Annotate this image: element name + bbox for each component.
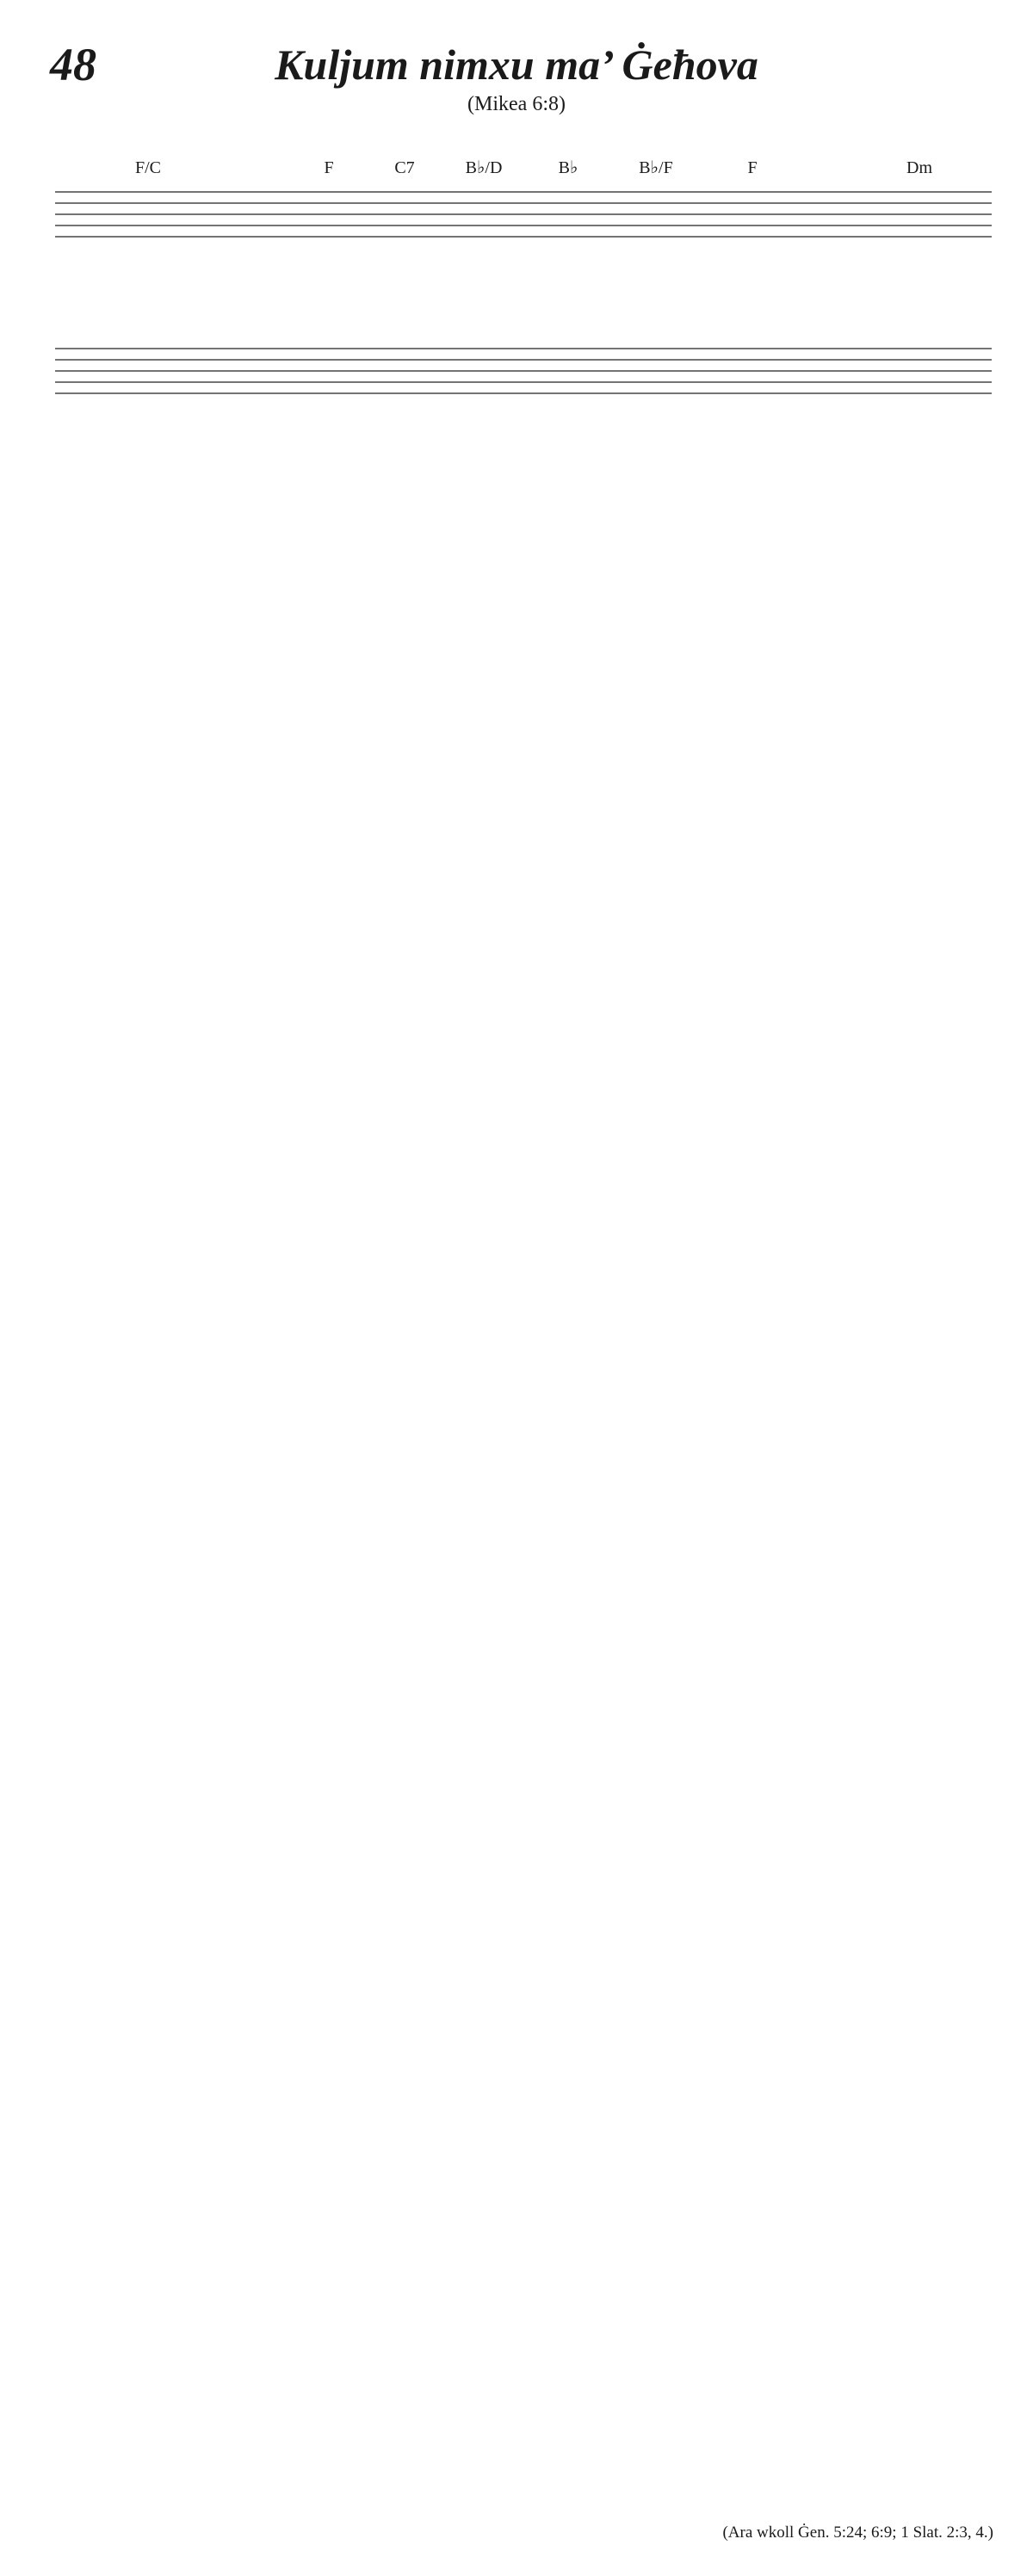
- chord-symbol: F/C: [134, 158, 162, 177]
- scripture-reference: (Mikea 6:8): [467, 93, 566, 115]
- chord-symbol: B♭/D: [465, 158, 503, 177]
- chord-symbol: B♭: [558, 158, 578, 177]
- bass-staff: [55, 349, 992, 393]
- chord-symbol: Dm: [906, 158, 932, 177]
- chord-symbol: F: [324, 158, 334, 177]
- footer-note: (Ara wkoll Ġen. 5:24; 6:9; 1 Slat. 2:3, 4.): [722, 2523, 993, 2542]
- chord-symbol: C7: [394, 158, 415, 177]
- system-1: [55, 158, 992, 393]
- chord-symbol: F: [747, 158, 758, 177]
- hymn-title: Kuljum nimxu ma’ Ġeħova: [275, 40, 758, 89]
- chord-symbol: B♭/F: [639, 158, 673, 177]
- hymn-number: 48: [50, 39, 96, 90]
- treble-staff: [55, 192, 992, 237]
